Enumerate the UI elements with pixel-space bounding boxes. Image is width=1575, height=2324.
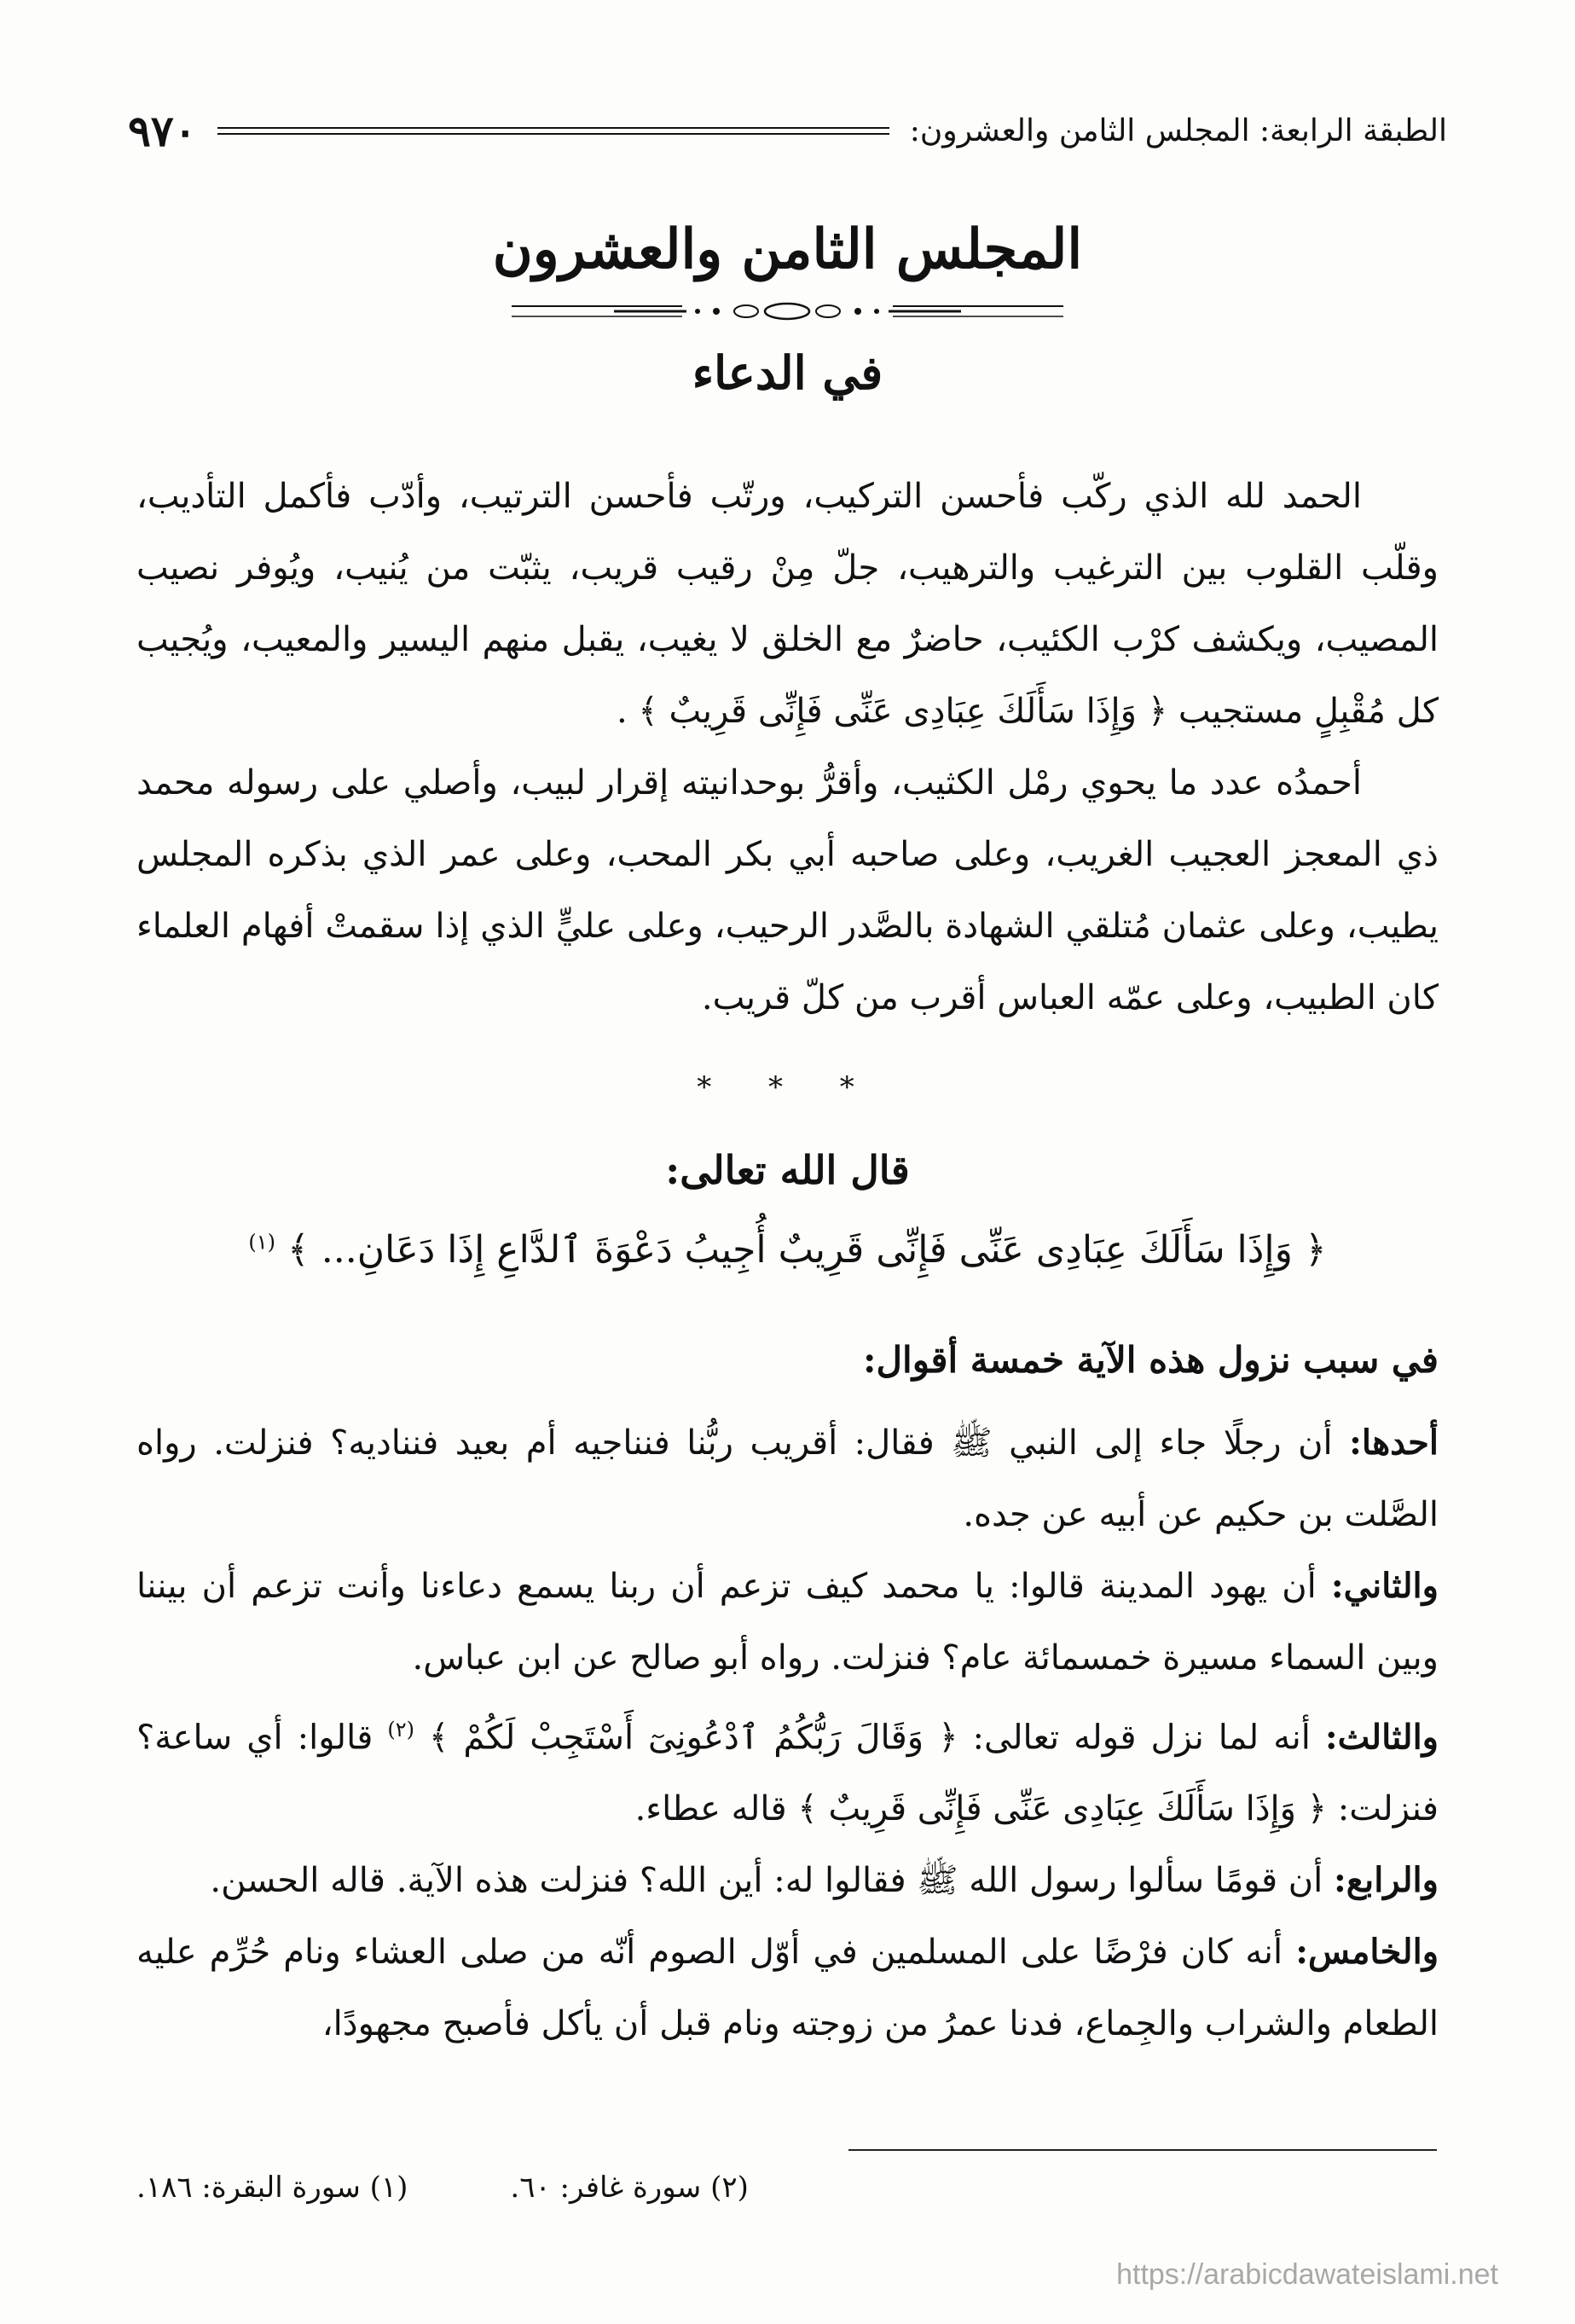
reason-text: أن قومًا سألوا رسول الله ﷺ فقالوا له: أين الله؟ فنزلت هذه الآية. قاله الحسن. (210, 1861, 1323, 1901)
footnote-2: (٢) سورة غافر: ٦٠. (510, 2170, 749, 2205)
header-rule (217, 127, 889, 135)
footnote-rule (848, 2149, 1437, 2151)
reason-2 (136, 1550, 1439, 1694)
footnote-1: (١) سورة البقرة: ١٨٦. (136, 2170, 408, 2205)
quran-verse (136, 1228, 1439, 1272)
footnotes (136, 2170, 1439, 2205)
footnote-marker-1: (١) (248, 1230, 275, 1255)
reason-lead: والرابع: (1334, 1860, 1439, 1901)
separator-stars: * * * (697, 1070, 878, 1104)
reason-1 (136, 1407, 1439, 1550)
reason-lead: أحدها: (1349, 1423, 1439, 1463)
verse-intro: قال الله تعالى: (665, 1147, 910, 1193)
reason-lead: والثاني: (1330, 1566, 1439, 1606)
verse-text: ﴿ وَإِذَا سَأَلَكَ عِبَادِى عَنِّى فَإِنِّى قَرِيبٌ أُجِيبُ دَعْوَةَ ٱلدَّاعِ إِذَا دَعَانِ... ﴾ (287, 1228, 1327, 1272)
reason-lead: والثالث: (1324, 1717, 1439, 1758)
reason-5 (136, 1916, 1439, 2060)
reason-text: أن يهود المدينة قالوا: يا محمد كيف تزعم أن ربنا يسمع دعاءنا وأنت تزعم أن بيننا وبين السماء مسيرة خمسمائة عام؟ فنزلت. رواه أبو صالح عن ابن عباس. (136, 1567, 1439, 1678)
section-title: المجلس الثامن والعشرون (492, 217, 1083, 281)
running-header (128, 101, 1447, 160)
running-title: الطبقة الرابعة: المجلس الثامن والعشرون: (909, 113, 1447, 148)
intro-paragraph-2: أحمدُه عدد ما يحوي رمْل الكثيب، وأقرُّ بوحدانيته إقرار لبيب، وأصلي على رسوله محمد ذي المعجز العجيب الغريب، وعلى صاحبه أبي بكر المحب، وعلى عمر الذي بذكره المجلس يطيب، وعلى عثمان مُتلقي الشهادة بالصَّدر الرحيب، وعلى عليٍّ الذي إذا سقمتْ أفهام العلماء كان الطبيب، وعلى عمّه العباس أقرب من كلّ قريب. (136, 763, 1439, 1017)
reason-text: أنه كان فرْضًا على المسلمين في أوّل الصوم أنّه من صلى العشاء ونام حُرِّم عليه الطعام والشراب والجِماع، فدنا عمرُ من زوجته ونام قبل أن يأكل فأصبح مجهودًا، (136, 1933, 1439, 2044)
watermark-url: https://arabicdawateislami.net (1116, 2258, 1498, 2291)
footnote-marker-2: (٢) (387, 1718, 414, 1742)
ornament-divider (512, 294, 1063, 328)
reason-text: أن رجلًا جاء إلى النبي ﷺ فقال: أقريب ربُّنا فنناجيه أم بعيد فنناديه؟ فنزلت. رواه الصَّلت بن حكيم عن أبيه عن جده. (136, 1423, 1439, 1534)
intro-text (136, 461, 1439, 1034)
reasons-list (136, 1407, 1439, 2060)
reason-text-part-b: قالوا: أي ساعة؟ فنزلت: ﴿ وَإِذَا سَأَلَكَ عِبَادِى عَنِّى فَإِنِّى قَرِيبٌ ﴾ قاله عطاء. (136, 1718, 1439, 1829)
reason-4 (136, 1845, 1439, 1916)
reason-3 (136, 1694, 1439, 1845)
reason-lead: والخامس: (1295, 1932, 1439, 1973)
intro-paragraph-1: الحمد لله الذي ركّب فأحسن التركيب، ورتّب فأحسن الترتيب، وأدّب فأكمل التأديب، وقلّب القلوب بين الترغيب والترهيب، جلّ مِنْ رقيب قريب، يثبّت من يُنيب، ويُوفر نصيب المصيب، ويكشف كرْب الكئيب، حاضرٌ مع الخلق لا يغيب، يقبل منهم اليسير والمعيب، ويُجيب كل مُقْبِلٍ مستجيب ﴿ وَإِذَا سَأَلَكَ عِبَادِى عَنِّى فَإِنِّى قَرِيبٌ ﴾ . (136, 477, 1439, 731)
reasons-heading: في سبب نزول هذه الآية خمسة أقوال: (863, 1339, 1439, 1381)
page-number: ٩٧٠ (128, 105, 197, 156)
reason-text-part-a: أنه لما نزل قوله تعالى: ﴿ وَقَالَ رَبُّكُمُ ٱدْعُونِىٓ أَسْتَجِبْ لَكُمْ ﴾ (428, 1718, 1311, 1758)
section-subtitle: في الدعاء (692, 345, 883, 400)
